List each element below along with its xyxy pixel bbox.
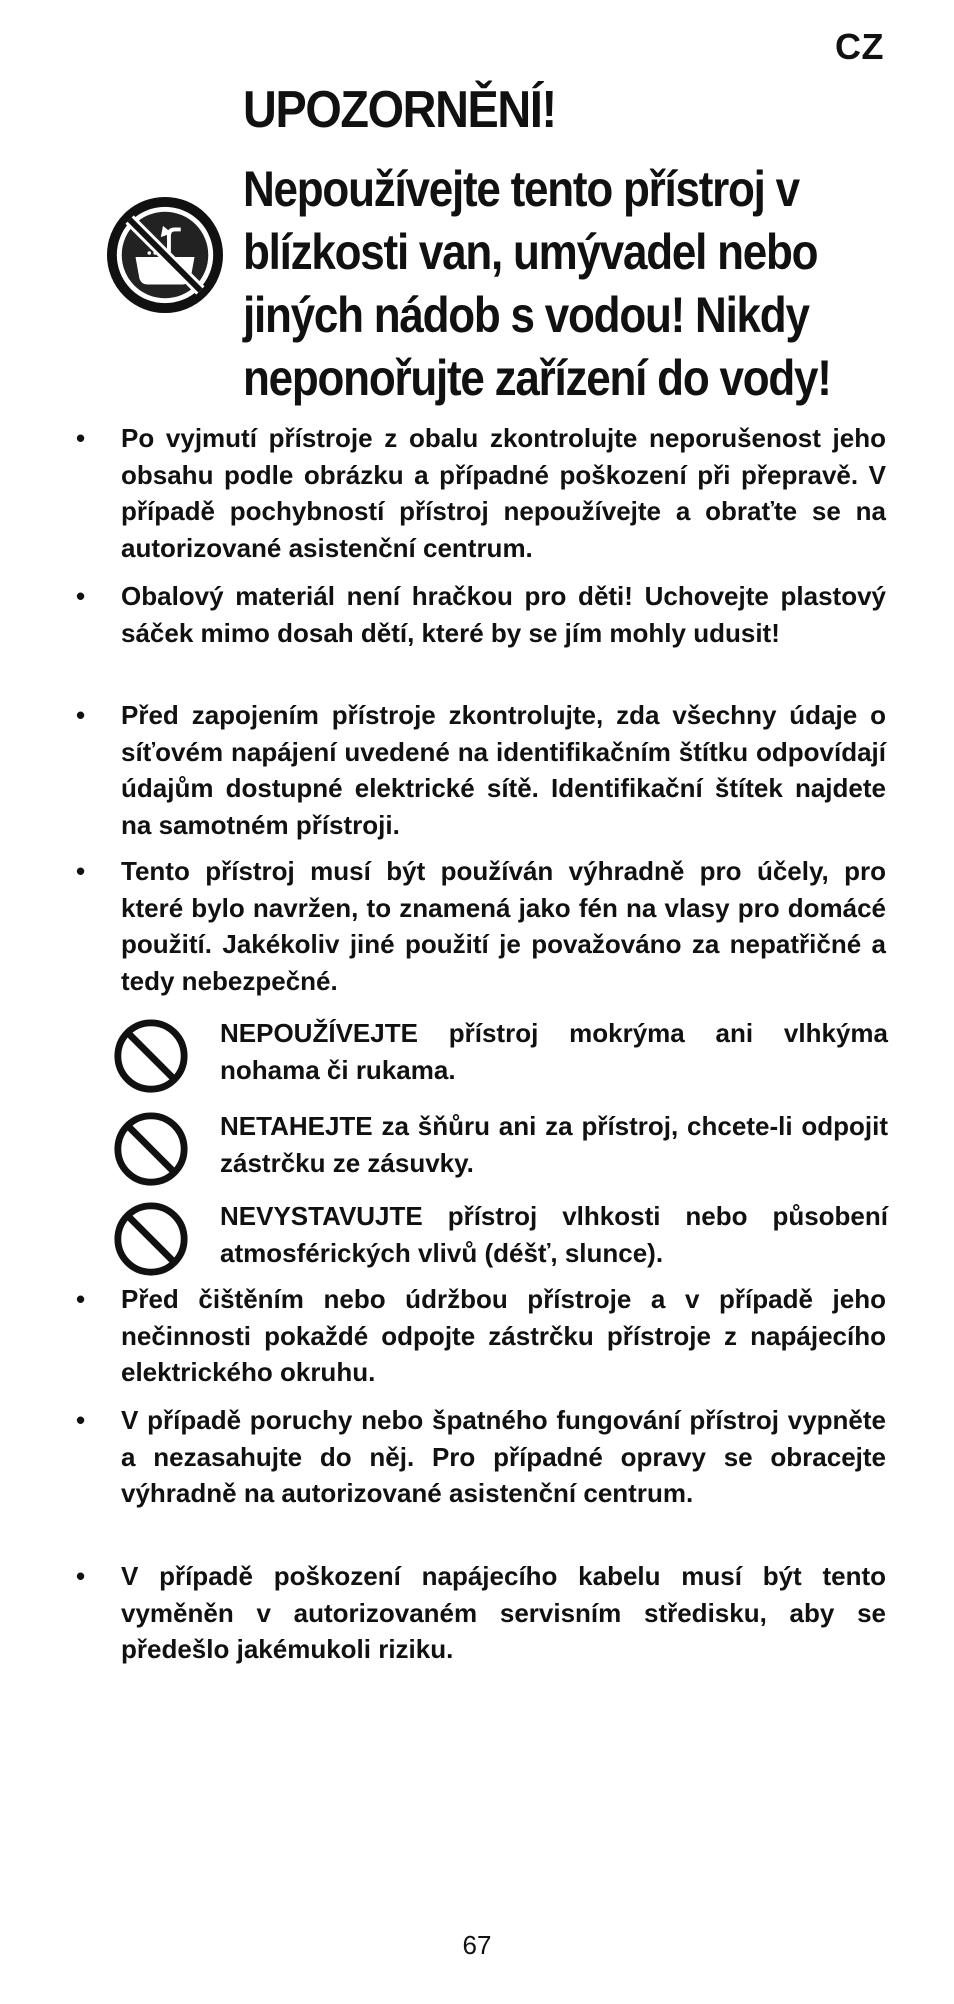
list-item — [76, 1402, 886, 1512]
list-item — [76, 1281, 886, 1391]
prohibition-detail: přístroj mokrýma ani vlhkýma nohama či rukama. — [220, 1018, 888, 1085]
page-number: 67 — [462, 1930, 492, 1960]
list-item — [76, 420, 886, 566]
bullet-dot: • — [76, 1284, 86, 1314]
prohibition-keyword: NETAHEJTE — [220, 1111, 373, 1141]
prohibition-text — [220, 1198, 888, 1271]
prohibition-keyword: NEPOUŽÍVEJTE — [220, 1018, 418, 1048]
list-item — [76, 697, 886, 843]
language-code: CZ — [835, 26, 884, 67]
prohibition-icon — [112, 1200, 190, 1278]
list-item — [76, 578, 886, 651]
warning-text: Nepoužívejte tento přístroj v blízkosti van, umývadel nebo jiných nádob s vodou! Nikdy neponořujte zařízení do vody! — [243, 161, 831, 406]
list-item-text: Obalový materiál není hračkou pro děti! Uchovejte plastový sáček mimo dosah dětí, které by se jím mohly udusit! — [121, 581, 886, 648]
bullet-dot: • — [76, 1561, 86, 1591]
prohibition-row — [112, 1108, 888, 1181]
no-bath-shower-icon — [106, 196, 224, 314]
prohibition-detail: přístroj vlhkosti nebo působení atmosférických vlivů (déšť, slunce). — [220, 1201, 888, 1268]
prohibition-row — [112, 1198, 888, 1271]
prohibition-keyword: NEVYSTAVUJTE — [220, 1201, 423, 1231]
list-item — [76, 853, 886, 999]
list-item — [76, 1558, 886, 1668]
bullet-dot: • — [76, 700, 86, 730]
list-item-text: V případě poruchy nebo špatného fungování přístroj vypněte a nezasahujte do něj. Pro případné opravy se obracejte výhradně na autorizované asistenční centrum. — [121, 1405, 886, 1508]
prohibition-icon — [112, 1017, 190, 1095]
prohibition-icon — [112, 1110, 190, 1188]
prohibition-detail: za šňůru ani za přístroj, chcete-li odpojit zástrčku ze zásuvky. — [220, 1111, 888, 1178]
prohibition-row — [112, 1015, 888, 1088]
warning-title: UPOZORNĚNÍ! — [243, 81, 556, 139]
list-item-text: Po vyjmutí přístroje z obalu zkontrolujte neporušenost jeho obsahu podle obrázku a případné poškození při přepravě. V případě pochybností přístroj nepoužívejte a obraťte se na autorizované asistenční centrum. — [121, 423, 886, 563]
list-item-text: Před čištěním nebo údržbou přístroje a v případě jeho nečinnosti pokaždé odpojte zástrčku přístroje z napájecího elektrického okruhu. — [121, 1284, 886, 1387]
bullet-dot: • — [76, 581, 86, 611]
prohibition-text — [220, 1108, 888, 1181]
bullet-dot: • — [76, 423, 86, 453]
prohibition-text — [220, 1015, 888, 1088]
list-item-text: V případě poškození napájecího kabelu musí být tento vyměněn v autorizovaném servisním středisku, aby se předešlo jakémukoli riziku. — [121, 1561, 886, 1664]
bullet-dot: • — [76, 1405, 86, 1435]
list-item-text: Tento přístroj musí být používán výhradně pro účely, pro které bylo navržen, to znamená jako fén na vlasy pro domácé použití. Jakékoliv jiné použití je považováno za nepatřičné a tedy nebezpečné. — [121, 856, 886, 996]
list-item-text: Před zapojením přístroje zkontrolujte, zda všechny údaje o síťovém napájení uvedené na identifikačním štítku odpovídají údajům dostupné elektrické sítě. Identifikační štítek najdete na samotném přístroji. — [121, 700, 886, 840]
bullet-dot: • — [76, 856, 86, 886]
